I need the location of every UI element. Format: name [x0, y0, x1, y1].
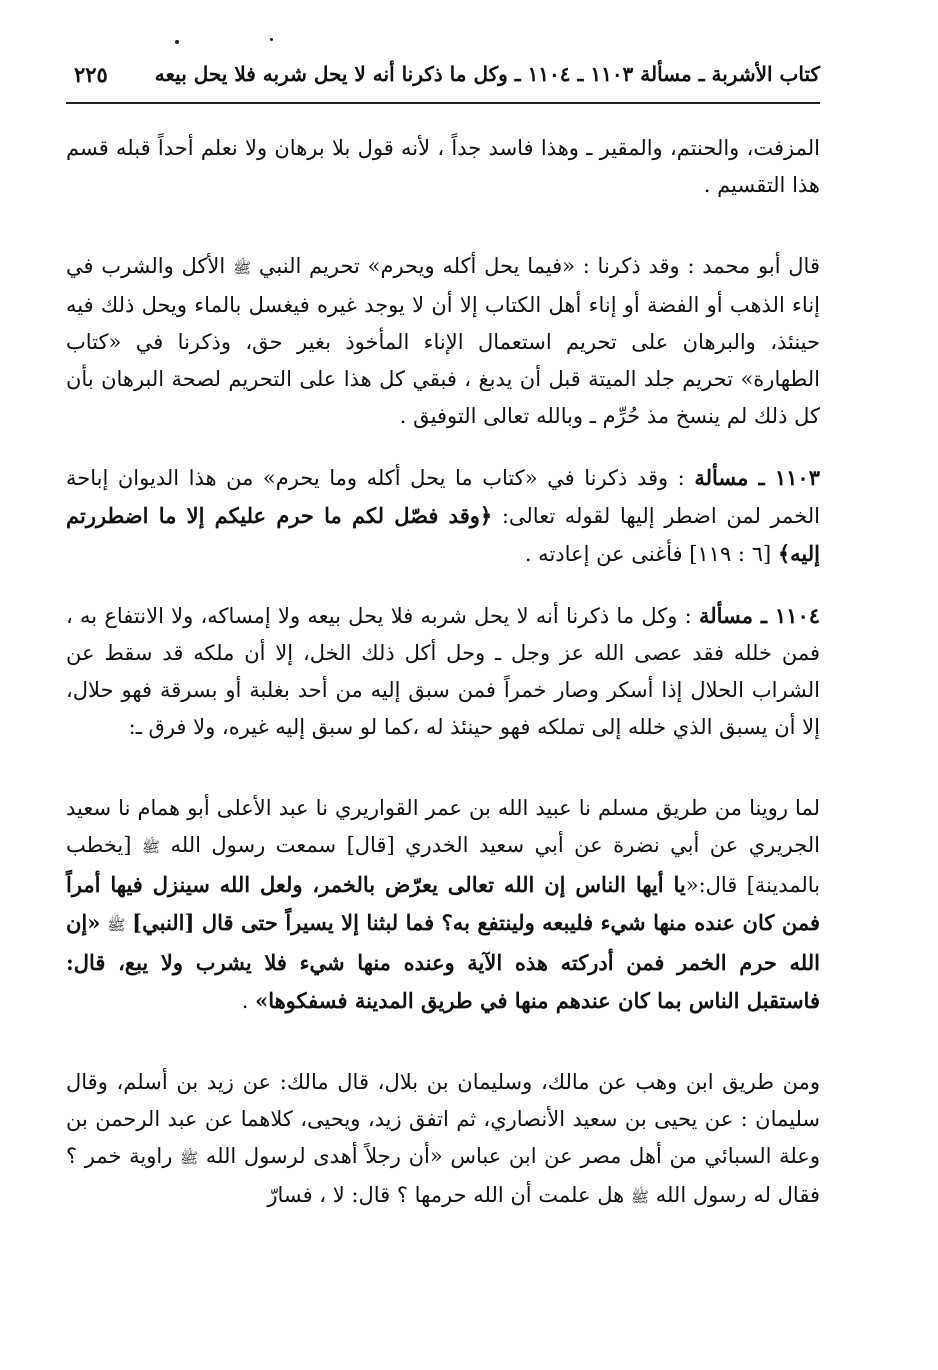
page-number: ٢٢٥ [74, 62, 108, 87]
paragraph-1-text: المزفت، والحنتم، والمقير ـ وهذا فاسد جداً ، لأنه قول بلا برهان ولا نعلم أحداً قبله قسم هذا التقسيم . [66, 136, 820, 197]
hadith-1-text-b: «إن الله حرم الخمر فمن أدركته هذه الآية وعنده منها شيء فلا يشرب ولا يبع، قال: فاستقبل الناس بما كان عندهم منها في طريق المدينة فسفكوها» [66, 910, 820, 1013]
print-speck [270, 38, 273, 41]
main-text [66, 130, 820, 1216]
paragraph-2-text-a: قال أبو محمد : وقد ذكرنا : «فيما يحل أكله ويحرم» تحريم النبي [258, 254, 820, 278]
paragraph-2-text-b: الأكل والشرب في إناء الذهب أو الفضة أو إناء أهل الكتاب إلا أن لا يوجد غيره فيغسل بالماء ويحل ذلك فيه حينئذ، والبرهان على تحريم استعمال الإناء المأخوذ بغير حق، وذكرنا في «كتاب الطهارة» تحريم جلد الميتة قبل أن يدبغ ، فبقي كل هذا على التحريم لصحة البرهان بأن كل ذلك لم ينسخ مذ حُرِّم ـ وبالله تعالى التوفيق . [66, 254, 820, 428]
hadith-2-chain: ومن طريق ابن وهب عن مالك، وسليمان بن بلال، قال مالك: عن زيد بن أسلم، وقال سليمان : عن يحيى بن سعيد الأنصاري، ثم اتفق زيد، ويحيى، كلاهما عن عبد الرحمن بن وعلة السبائي من أهل مصر عن ابن عباس «أن رجلاً أهدى لرسول الله [66, 1070, 820, 1168]
quran-verse: ﴿وقد فصّل لكم ما حرم عليكم إلا ما اضطررتم إليه﴾ [66, 503, 820, 566]
paragraph-1 [66, 130, 820, 204]
paragraph-1104-text: : وكل ما ذكرنا أنه لا يحل شربه فلا يحل بيعه ولا إمساكه، ولا الانتفاع به ، فمن خلله فقد عصى الله عز وجل ـ وحل أكل ذلك الخل، إلا أن ملكه قد سقط عن الشراب الحلال إذا أسكر وصار خمراً فمن سبق إليه من أحد بغلبة أو بسرقة فهو حلال، إلا أن يسبق الذي خلله إلى تملكه فهو حينئذ له ،كما لو سبق إليه غيره، ولا فرق ـ: [66, 604, 820, 739]
header-title: كتاب الأشربة ـ مسألة ١١٠٣ ـ ١١٠٤ ـ وكل ما ذكرنا أنه لا يحل شربه فلا يحل بيعه [154, 62, 820, 86]
hadith-2-text-a: راوية خمر ؟ فقال له رسول الله [66, 1144, 820, 1207]
paragraph-hadith-2 [66, 1064, 820, 1216]
hadith-1-text-a: يا أيها الناس إن الله تعالى يعرّض بالخمر، ولعل الله سينزل فيها أمراً فمن كان عنده منها شيء فليبعه ولينتفع به؟ فما لبثنا إلا يسيراً حتى قال [النبي] [66, 872, 820, 935]
paragraph-1103-text-b: [٦ : ١١٩] فأغنى عن إعادته . [524, 542, 772, 566]
issue-label-1103: ١١٠٣ ـ مسألة [694, 465, 820, 490]
hadith-1-intro: [يخطب بالمدينة] قال:« [66, 833, 821, 897]
paragraph-1104 [66, 597, 820, 746]
salutation-glyph: ﷺ [180, 1149, 199, 1167]
hadith-1-chain: لما روينا من طريق مسلم نا عبيد الله بن عمر القواريري نا عبد الأعلى أبو همام نا سعيد الجريري عن أبي نضرة عن أبي سعيد الخدري [قال] سمعت رسول الله [66, 796, 820, 857]
salutation-glyph: ﷺ [141, 838, 161, 856]
salutation-glyph: ﷺ [630, 1188, 650, 1206]
header-rule [66, 102, 820, 104]
hadith-2-text-b: هل علمت أن الله حرمها ؟ قال: لا ، فسارّ [267, 1183, 625, 1207]
issue-label-1104: ١١٠٤ ـ مسألة [698, 603, 821, 628]
salutation-glyph: ﷺ [107, 916, 126, 934]
salutation-glyph: ﷺ [233, 259, 252, 277]
running-header [66, 58, 820, 98]
hadith-1-end: . [241, 989, 249, 1013]
paragraph-1103-text-a: : وقد ذكرنا في «كتاب ما يحل أكله وما يحرم» من هذا الديوان إباحة الخمر لمن اضطر إليها لقوله تعالى: [66, 466, 820, 528]
paragraph-hadith-1 [66, 790, 820, 1020]
print-speck [175, 40, 179, 44]
paragraph-2 [66, 248, 820, 435]
paragraph-1103 [66, 459, 820, 573]
